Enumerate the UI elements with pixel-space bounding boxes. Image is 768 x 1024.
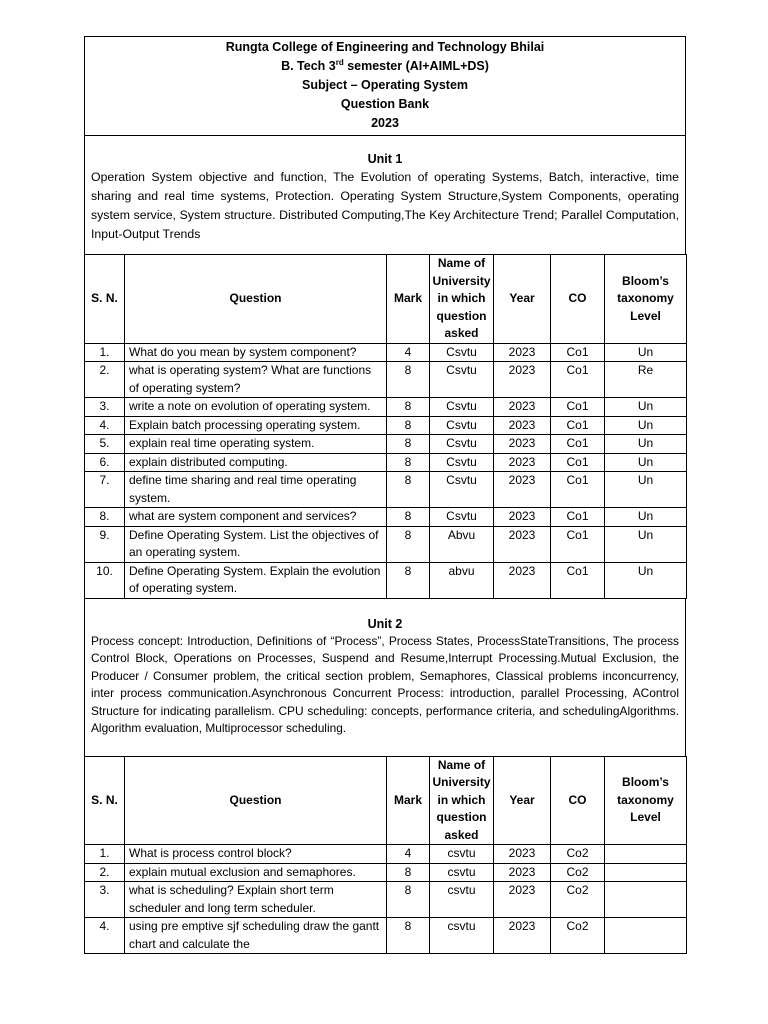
question-cell: What do you mean by system component? [125,343,387,362]
year-cell: 2023 [494,863,551,882]
bloom-cell: Un [605,398,687,417]
unit-1-section [84,135,686,255]
co-cell: Co1 [551,562,605,598]
co-cell: Co2 [551,882,605,918]
bloom-cell: Un [605,472,687,508]
mark-cell: 8 [387,362,430,398]
question-cell: Define Operating System. Explain the evolution of operating system. [125,562,387,598]
mark-cell: 8 [387,472,430,508]
col-co: CO [551,255,605,344]
mark-cell: 8 [387,562,430,598]
university-cell: Csvtu [430,343,494,362]
year-cell: 2023 [494,453,551,472]
bloom-cell: Un [605,416,687,435]
question-cell: explain distributed computing. [125,453,387,472]
sn-cell: 7. [85,472,125,508]
col-mark: Mark [387,255,430,344]
col-question: Question [125,756,387,845]
mark-cell: 8 [387,863,430,882]
co-cell: Co1 [551,508,605,527]
sn-cell: 9. [85,526,125,562]
co-cell: Co2 [551,845,605,864]
table-row [85,472,687,508]
bloom-cell: Un [605,453,687,472]
bloom-cell: Un [605,508,687,527]
table-row [85,508,687,527]
question-cell: write a note on evolution of operating system. [125,398,387,417]
year-cell: 2023 [494,508,551,527]
university-cell: Csvtu [430,508,494,527]
co-cell: Co2 [551,918,605,954]
university-cell: Csvtu [430,362,494,398]
bloom-cell [605,882,687,918]
college-name: Rungta College of Engineering and Technology Bhilai [225,40,545,54]
mark-cell: 8 [387,398,430,417]
sn-cell: 8. [85,508,125,527]
sn-cell: 3. [85,882,125,918]
bloom-cell: Re [605,362,687,398]
sn-cell: 4. [85,918,125,954]
question-cell: what is scheduling? Explain short term scheduler and long term scheduler. [125,882,387,918]
col-year: Year [494,756,551,845]
doc-type: Question Bank [340,97,430,111]
sn-cell: 6. [85,453,125,472]
question-cell: Explain batch processing operating system. [125,416,387,435]
mark-cell: 8 [387,416,430,435]
university-cell: Csvtu [430,435,494,454]
table-row [85,416,687,435]
mark-cell: 4 [387,845,430,864]
col-sn: S. N. [85,255,125,344]
co-cell: Co1 [551,398,605,417]
col-university: Name of University in which question asked [430,756,494,845]
table-header-row [85,756,687,845]
year-cell: 2023 [494,918,551,954]
university-cell: abvu [430,562,494,598]
year-cell: 2023 [494,882,551,918]
course-line: B. Tech 3rd semester (AI+AIML+DS) [281,57,489,73]
table-row [85,362,687,398]
document-header [84,36,686,136]
unit-2-table [84,756,687,955]
table-row [85,343,687,362]
col-mark: Mark [387,756,430,845]
unit-2-title: Unit 2 [367,616,403,631]
col-university: Name of University in which question asked [430,255,494,344]
col-year: Year [494,255,551,344]
col-bloom: Bloom’s taxonomy Level [605,255,687,344]
unit-2-description: Process concept: Introduction, Definitions of “Process”, Process States, ProcessStateTransitions, The process Control Block, Operations on Processes, Suspend and Resume,Interrupt Processing.Mutual Exclusion, the Producer / Consumer problem, the critical section problem, Semaphores, Classical problems inconcurrency, inter process communication.Asynchronous Concurrent Process: introduction, parallel Processing, AControl Structure for indicating parallelism. CPU scheduling: concepts, performance criteria, and schedulingAlgorithms. Algorithm evaluation, Multiprocessor scheduling. [91,633,679,735]
sn-cell: 4. [85,416,125,435]
mark-cell: 8 [387,453,430,472]
unit-1-title: Unit 1 [367,152,403,166]
university-cell: csvtu [430,882,494,918]
table-header-row [85,255,687,344]
bloom-cell [605,845,687,864]
sn-cell: 5. [85,435,125,454]
year-cell: 2023 [494,362,551,398]
year-cell: 2023 [494,562,551,598]
co-cell: Co1 [551,453,605,472]
table-row [85,398,687,417]
sn-cell: 3. [85,398,125,417]
question-bank-page [84,36,686,954]
table-row [85,526,687,562]
question-cell: explain real time operating system. [125,435,387,454]
university-cell: Csvtu [430,453,494,472]
year-cell: 2023 [494,435,551,454]
unit-1-rows [85,343,687,598]
table-row [85,453,687,472]
co-cell: Co1 [551,435,605,454]
co-cell: Co1 [551,526,605,562]
co-cell: Co1 [551,362,605,398]
table-row [85,845,687,864]
mark-cell: 8 [387,526,430,562]
co-cell: Co1 [551,343,605,362]
university-cell: csvtu [430,863,494,882]
university-cell: csvtu [430,918,494,954]
subject-line: Subject – Operating System [301,78,469,92]
bloom-cell [605,918,687,954]
sn-cell: 2. [85,362,125,398]
unit-2-section [84,598,686,757]
table-row [85,918,687,954]
question-cell: What is process control block? [125,845,387,864]
table-row [85,882,687,918]
question-cell: using pre emptive sjf scheduling draw the gantt chart and calculate the [125,918,387,954]
mark-cell: 8 [387,918,430,954]
co-cell: Co1 [551,416,605,435]
col-bloom: Bloom’s taxonomy Level [605,756,687,845]
year-cell: 2023 [494,343,551,362]
table-row [85,863,687,882]
question-cell: Define Operating System. List the objectives of an operating system. [125,526,387,562]
bloom-cell: Un [605,343,687,362]
year-cell: 2023 [494,416,551,435]
university-cell: Csvtu [430,398,494,417]
question-cell: what are system component and services? [125,508,387,527]
bloom-cell [605,863,687,882]
col-sn: S. N. [85,756,125,845]
year-cell: 2023 [494,472,551,508]
doc-year: 2023 [371,116,399,130]
question-cell: what is operating system? What are functions of operating system? [125,362,387,398]
sn-cell: 2. [85,863,125,882]
unit-1-description: Operation System objective and function, The Evolution of operating Systems, Batch, interactive, time sharing and real time systems, Protection. Operating System Structure,System Components, operating system service, System structure. Distributed Computing,The Key Architecture Trend; Parallel Computation, Input-Output Trends [91,170,679,241]
sn-cell: 10. [85,562,125,598]
university-cell: Csvtu [430,472,494,508]
university-cell: csvtu [430,845,494,864]
university-cell: Abvu [430,526,494,562]
mark-cell: 8 [387,435,430,454]
sn-cell: 1. [85,343,125,362]
mark-cell: 8 [387,882,430,918]
university-cell: Csvtu [430,416,494,435]
sn-cell: 1. [85,845,125,864]
question-cell: define time sharing and real time operating system. [125,472,387,508]
question-cell: explain mutual exclusion and semaphores. [125,863,387,882]
table-row [85,562,687,598]
col-co: CO [551,756,605,845]
year-cell: 2023 [494,526,551,562]
year-cell: 2023 [494,845,551,864]
mark-cell: 8 [387,508,430,527]
co-cell: Co2 [551,863,605,882]
unit-1-table [84,254,687,599]
col-question: Question [125,255,387,344]
bloom-cell: Un [605,562,687,598]
bloom-cell: Un [605,435,687,454]
table-row [85,435,687,454]
unit-2-rows [85,845,687,954]
year-cell: 2023 [494,398,551,417]
co-cell: Co1 [551,472,605,508]
mark-cell: 4 [387,343,430,362]
bloom-cell: Un [605,526,687,562]
